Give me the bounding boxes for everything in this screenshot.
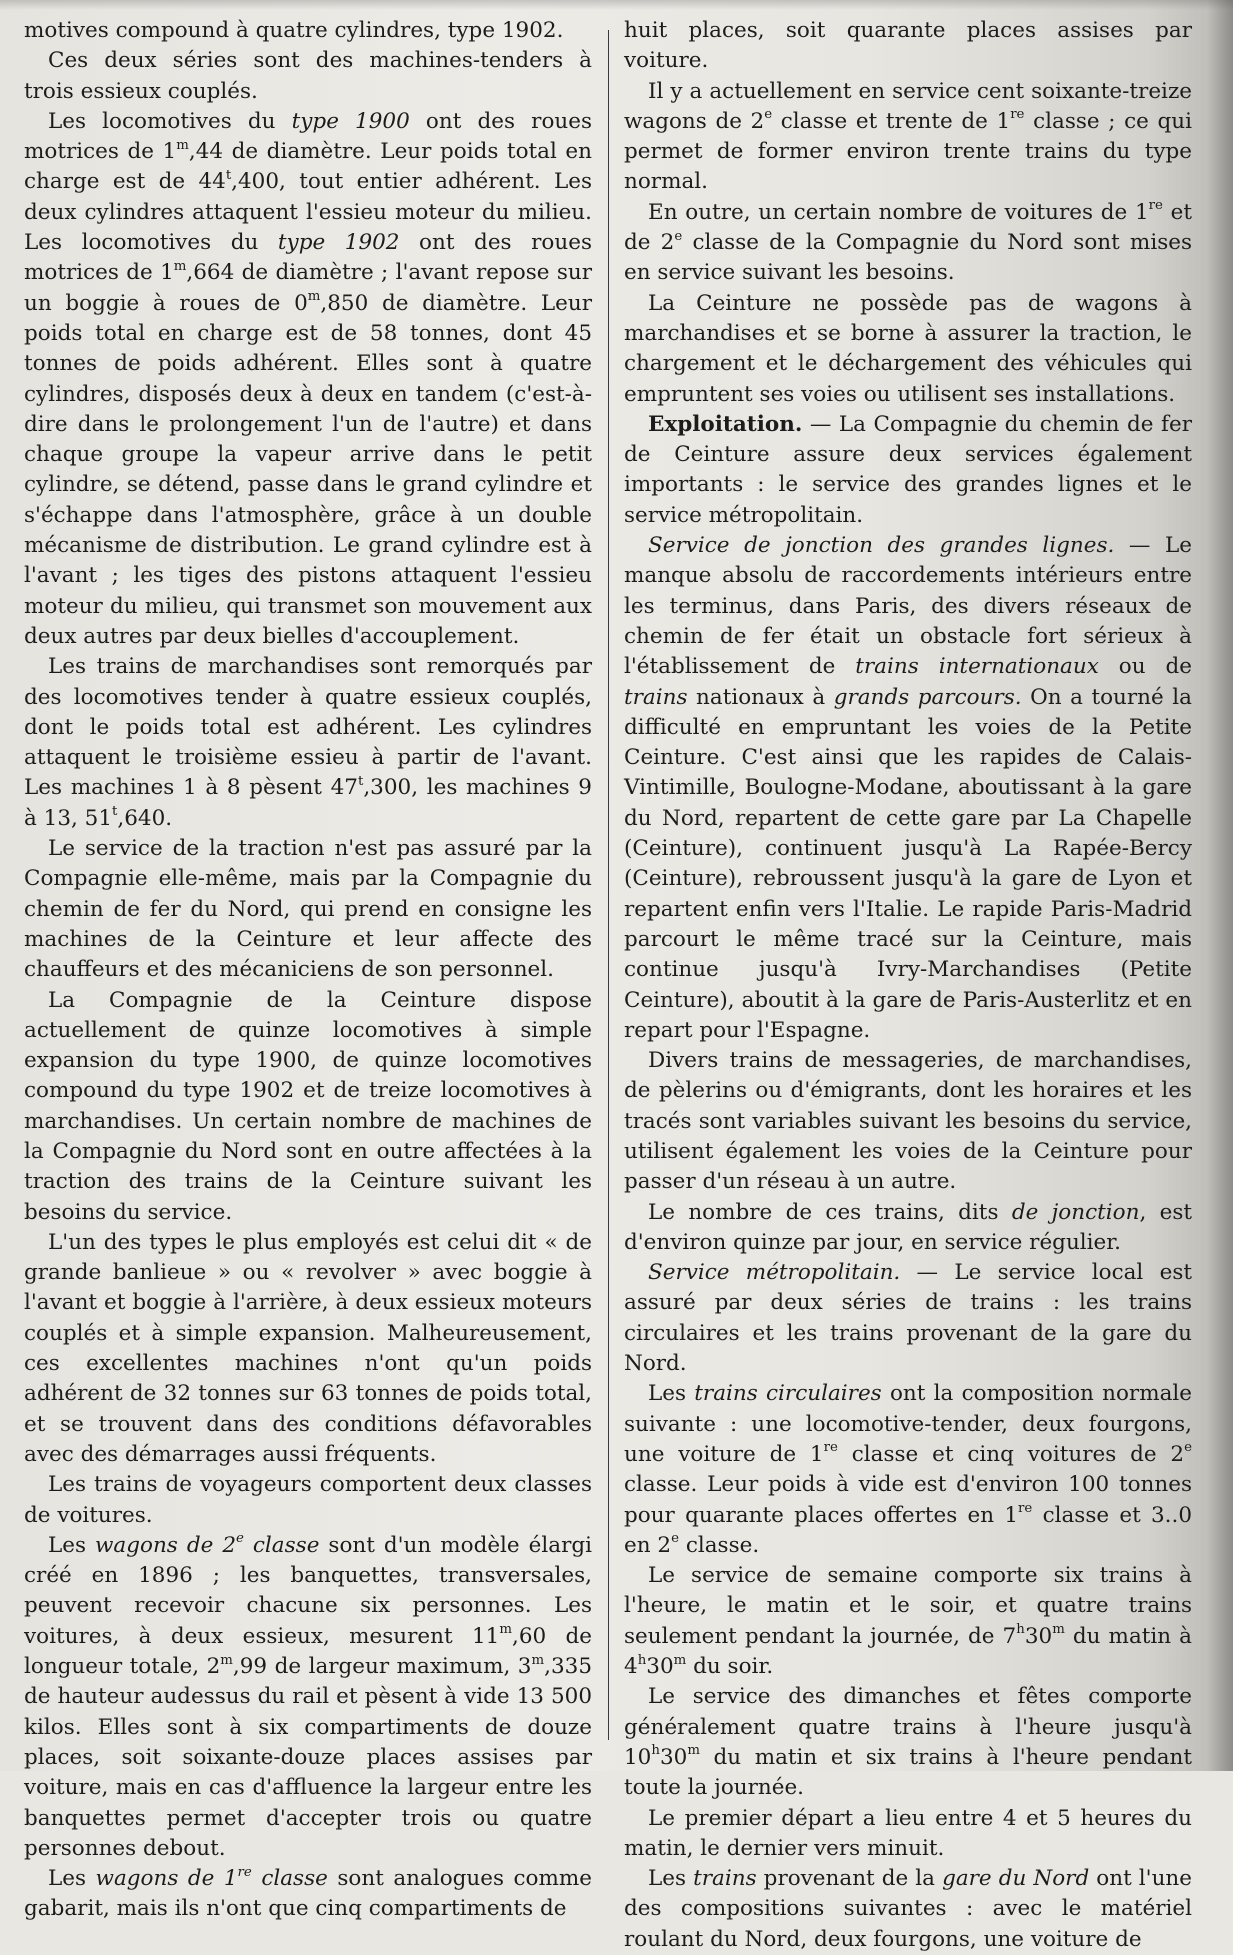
column-rule — [608, 30, 609, 1740]
paragraph: Service de jonction des grandes lignes. — Le manque absolu de raccordements intérieurs entre les terminus, dans Paris, des divers réseaux de chemin de fer était un obstacle fort sérieux à l'établissement de trains internationaux ou de trains nationaux à grands parcours. On a tourné la difficulté en empruntant les voies de la Petite Ceinture. C'est ainsi que les rapides de Calais-Vintimille, Boulogne-Modane, aboutissant à la gare du Nord, repartent de cette gare par La Chapelle (Ceinture), continuent jusqu'à La Rapée-Bercy (Ceinture), rebroussent jusqu'à la gare de Lyon et repartent enfin vers l'Italie. Le rapide Paris-Madrid parcourt le même tracé sur la Ceinture, mais continue jusqu'à Ivry-Marchandises (Petite Ceinture), aboutit à la gare de Paris-Austerlitz et en repart pour l'Espagne. — [624, 533, 1193, 1043]
paragraph: Les wagons de 1re classe sont analogues comme gabarit, mais ils n'ont que cinq compartiments de — [24, 1864, 592, 1922]
paragraph: Le nombre de ces trains, dits de jonction, est d'environ quinze par jour, en service régulier. — [624, 1199, 1192, 1255]
paragraph: Les wagons de 2e classe sont d'un modèle élargi créé en 1896 ; les banquettes, transversales, peuvent recevoir chacune six personnes. Les voitures, à deux essieux, mesurent 11$^m$,60 de longueur totale, 2$^m$,99 de largeur maximum, 3$^m$,335 de hauteur audessus du rail et pèsent à vide 13 500 kilos. Elles sont à six compartiments de douze places, soit soixante-douze places assises par voiture, mais en cas d'affluence la largeur entre les banquettes permet d'accepter trois ou quatre personnes debout. — [24, 1531, 593, 1861]
paragraph: Le service de semaine comporte six trains à l'heure, le matin et le soir, et quatre trains seulement pendant la journée, de 7$^h$30$^m$ du matin à 4$^h$30$^m$ du soir. — [624, 1563, 1193, 1680]
paragraph: Les trains circulaires ont la composition normale suivante : une locomotive-tender, deux fourgons, une voiture de 1re classe et cinq voitures de 2e classe. Leur poids à vide est d'environ 100 tonnes pour quarante places offertes en 1re classe et 3..0 en 2e classe. — [624, 1381, 1193, 1558]
paragraph: Le service de la traction n'est pas assuré par la Compagnie elle-même, mais par la Compagnie du chemin de fer du Nord, qui prend en consigne les machines de la Ceinture et leur affecte des chauffeurs et des mécaniciens de son personnel. — [24, 836, 592, 983]
paragraph: huit places, soit quarante places assises par voiture. — [624, 18, 1192, 74]
paragraph: Service métropolitain. — Le service local est assuré par deux séries de trains : les trains circulaires et les trains provenant de la gare du Nord. — [624, 1260, 1192, 1377]
paragraph: Le service des dimanches et fêtes comporte généralement quatre trains à l'heure jusqu'à 10$^h$30$^m$ du matin et six trains à l'heure pendant toute la journée. — [624, 1684, 1192, 1801]
paragraph: La Ceinture ne possède pas de wagons à marchandises et se borne à assurer la traction, le chargement et le déchargement des véhicules qui empruntent ses voies ou utilisent ses installations. — [624, 290, 1192, 407]
paragraph: En outre, un certain nombre de voitures de 1re et de 2e classe de la Compagnie du Nord sont mises en service suivant les besoins. — [624, 198, 1192, 286]
paragraph: Exploitation. — La Compagnie du chemin de fer de Ceinture assure deux services également importants : le service des grandes lignes et le service métropolitain. — [624, 411, 1192, 528]
paragraph: motives compound à quatre cylindres, type 1902. — [24, 18, 564, 43]
left-column — [24, 16, 592, 1925]
paragraph: Les trains de voyageurs comportent deux classes de voitures. — [24, 1472, 592, 1528]
paragraph: Le premier départ a lieu entre 4 et 5 heures du matin, le dernier vers minuit. — [624, 1805, 1192, 1861]
paragraph: Divers trains de messageries, de marchandises, de pèlerins ou d'émigrants, dont les horaires et les tracés sont variables suivant les besoins du service, utilisent également les voies de la Ceinture pour passer d'un réseau à un autre. — [624, 1048, 1192, 1195]
section-heading: Service métropolitain. — [648, 1260, 901, 1286]
paragraph: Ces deux séries sont des machines-tenders à trois essieux couplés. — [24, 48, 592, 104]
section-heading: Service de jonction des grandes lignes. — [648, 533, 1115, 559]
paragraph: Les trains de marchandises sont remorqués par des locomotives tender à quatre essieux couplés, dont le poids total est adhérent. Les cylindres attaquent le troisième essieu à partir de l'avant. Les machines 1 à 8 pèsent 47$^t$,300, les machines 9 à 13, 51$^t$,640. — [24, 654, 592, 831]
page-top-shadow — [0, 0, 1233, 10]
paragraph: Il y a actuellement en service cent soixante-treize wagons de 2e classe et trente de 1re classe ; ce qui permet de former environ trente trains du type normal. — [624, 78, 1192, 195]
page-binding-shadow — [1207, 0, 1233, 1771]
right-column — [624, 16, 1192, 1955]
section-heading: Exploitation. — [648, 411, 803, 437]
paragraph: L'un des types le plus employés est celui dit « de grande banlieue » ou « revolver » avec boggie à l'avant et boggie à l'arrière, à deux essieux moteurs couplés et à simple expansion. Malheureusement, ces excellentes machines n'ont qu'un poids adhérent de 32 tonnes sur 63 tonnes de poids total, et se trouvent dans des conditions défavorables avec des démarrages aussi fréquents. — [24, 1229, 592, 1467]
paragraph: Les locomotives du type 1900 ont des roues motrices de 1$^m$,44 de diamètre. Leur poids total en charge est de 44$^t$,400, tout entier adhérent. Les deux cylindres attaquent l'essieu moteur du milieu. Les locomotives du type 1902 ont des roues motrices de 1$^m$,664 de diamètre ; l'avant repose sur un boggie à roues de 0$^m$,850 de diamètre. Leur poids total en charge est de 58 tonnes, dont 45 tonnes de poids adhérent. Elles sont à quatre cylindres, disposés deux à deux en tandem (c'est-à-dire dans le prolongement l'un de l'autre) et dans chaque groupe la vapeur arrive dans le petit cylindre, se détend, passe dans le grand cylindre et s'échappe dans l'atmosphère, grâce à un double mécanisme de distribution. Le grand cylindre est à l'avant ; les tiges des pistons attaquent l'essieu moteur du milieu, qui transmet son mouvement aux deux autres par deux bielles d'accouplement. — [24, 108, 592, 649]
paragraph: La Compagnie de la Ceinture dispose actuellement de quinze locomotives à simple expansion du type 1900, de quinze locomotives compound du type 1902 et de treize locomotives à marchandises. Un certain nombre de machines de la Compagnie du Nord sont en outre affectées à la traction des trains de la Ceinture suivant les besoins du service. — [24, 987, 592, 1225]
paragraph: Les trains provenant de la gare du Nord ont l'une des compositions suivantes : avec le matériel roulant du Nord, deux fourgons, une voiture de — [624, 1866, 1192, 1952]
